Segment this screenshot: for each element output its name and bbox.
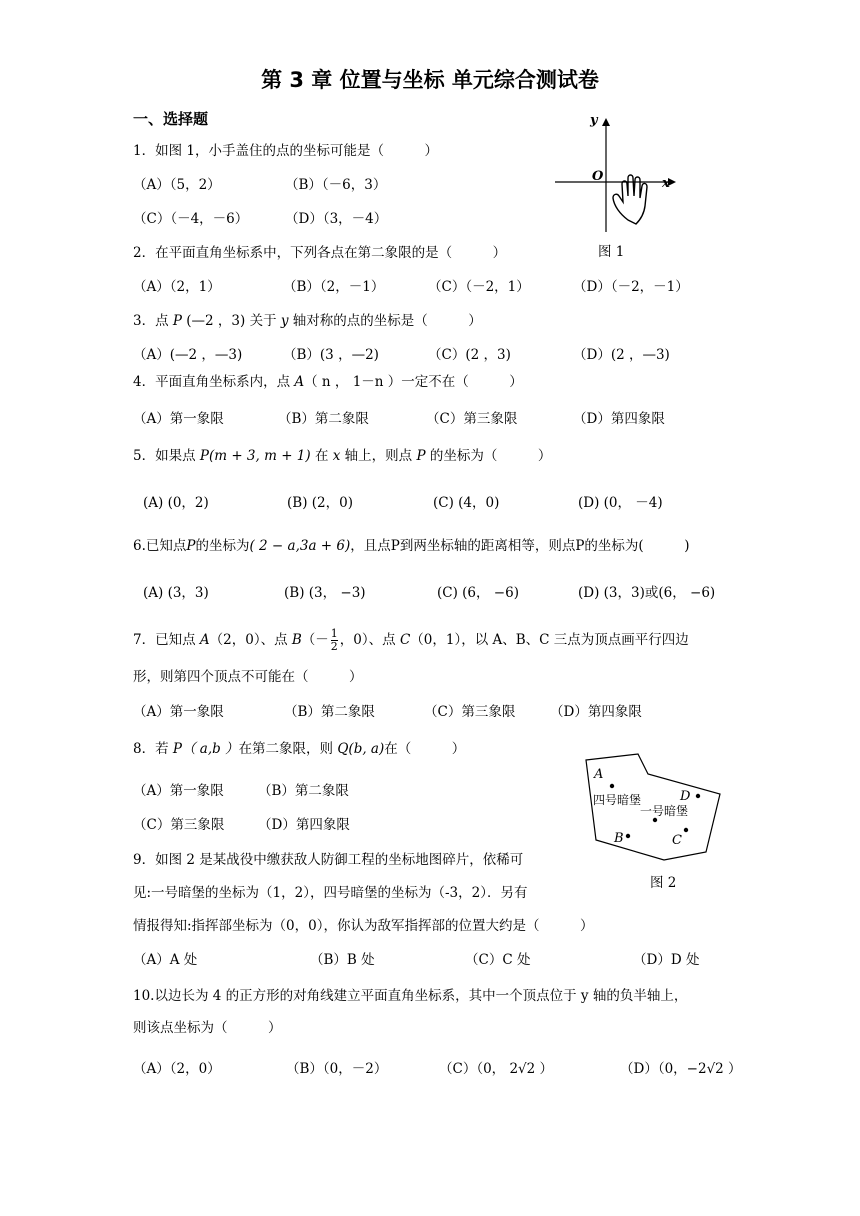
figure-2 xyxy=(578,748,728,863)
q1-option-d: （D）（3，－4） xyxy=(285,211,388,227)
q4-option-c: （C）第三象限 xyxy=(426,411,518,427)
q6-option-c: (C) (6， −6) xyxy=(437,585,519,601)
fig2-label-a: A xyxy=(594,767,604,782)
q4-option-a: （A）第一象限 xyxy=(133,411,224,427)
q8-stem: 8．若 P（ a,b ）在第二象限，则 Q(b, a)在（ ） xyxy=(133,741,466,757)
fig1-y-label: y xyxy=(590,113,598,128)
q9-option-c: （C）C 处 xyxy=(465,952,531,968)
q7-option-d: （D）第四象限 xyxy=(550,704,642,720)
page-title: 第 3 章 位置与坐标 单元综合测试卷 xyxy=(261,68,599,92)
q7-option-c: （C）第三象限 xyxy=(424,704,516,720)
q3-stem: 3．点 P (—2 ，3) 关于 y 轴对称的点的坐标是（ ） xyxy=(133,313,482,329)
fig2-bunker-4: 四号暗堡 xyxy=(593,793,642,807)
fig1-origin: O xyxy=(592,169,604,184)
q10-option-d: （D）（0，−2√2 ） xyxy=(620,1061,742,1077)
q6-option-b: (B) (3， −3) xyxy=(284,585,366,601)
q9-stem-line2: 见:一号暗堡的坐标为（1，2），四号暗堡的坐标为（-3，2）．另有 xyxy=(133,885,528,901)
fraction-half: $\frac{1}{2}$ xyxy=(330,627,338,653)
q10-option-b: （B）（0，－2） xyxy=(286,1061,388,1077)
q4-option-d: （D）第四象限 xyxy=(573,411,665,427)
q4-stem: 4．平面直角坐标系内，点 A（ n ， 1－n ）一定不在（ ） xyxy=(133,374,523,390)
q8-option-b: （B）第二象限 xyxy=(258,783,349,799)
q8-option-c: （C）第三象限 xyxy=(133,817,225,833)
q5-option-b: (B) (2，0) xyxy=(287,495,353,511)
q7-stem-line2: 形，则第四个顶点不可能在（ ） xyxy=(133,669,363,685)
q7-option-a: （A）第一象限 xyxy=(133,704,224,720)
q8-option-a: （A）第一象限 xyxy=(133,783,224,799)
q5-option-d: (D) (0， －4) xyxy=(578,495,663,511)
fig2-label-d: D xyxy=(680,789,691,804)
figure-1 xyxy=(550,110,680,240)
q3-option-c: （C）(2 ，3) xyxy=(428,347,511,363)
fig2-bunker-1: 一号暗堡 xyxy=(640,804,689,818)
q2-option-c: （C）（－2，1） xyxy=(428,279,530,295)
q4-option-b: （B）第二象限 xyxy=(278,411,369,427)
q5-stem: 5．如果点 P(m + 3, m + 1) 在 x 轴上，则点 P 的坐标为（ ） xyxy=(133,448,552,464)
q1-stem: 1．如图 1，小手盖住的点的坐标可能是（ ） xyxy=(133,143,438,159)
section-heading: 一、选择题 xyxy=(133,110,209,128)
q5-option-a: (A) (0，2) xyxy=(143,495,209,511)
q9-option-d: （D）D 处 xyxy=(633,952,700,968)
q8-option-d: （D）第四象限 xyxy=(258,817,350,833)
q7-option-b: （B）第二象限 xyxy=(284,704,375,720)
q3-option-a: （A）(—2 ，—3) xyxy=(133,347,243,363)
q9-stem-line1: 9．如图 2 是某战役中缴获敌人防御工程的坐标地图碎片，依稀可 xyxy=(133,852,524,868)
q6-option-d: (D) (3，3)或(6， −6) xyxy=(578,585,716,601)
q1-option-a: （A）（5，2） xyxy=(133,177,221,193)
q9-option-b: （B）B 处 xyxy=(310,952,375,968)
q6-option-a: (A) (3，3) xyxy=(143,585,209,601)
fig2-label-c: C xyxy=(672,833,682,848)
q3-option-b: （B）(3 ，—2) xyxy=(283,347,379,363)
q1-option-b: （B）（－6，3） xyxy=(285,177,387,193)
q2-stem: 2．在平面直角坐标系中，下列各点在第二象限的是（ ） xyxy=(133,245,507,261)
fig1-caption: 图 1 xyxy=(598,244,625,260)
fig2-label-b: B xyxy=(614,831,624,846)
q2-option-a: （A）（2，1） xyxy=(133,279,221,295)
q10-stem-line2: 则该点坐标为（ ） xyxy=(133,1020,282,1036)
q2-option-d: （D）（－2，－1） xyxy=(573,279,689,295)
q1-option-c: （C）（－4，－6） xyxy=(133,211,249,227)
q9-stem-line3: 情报得知:指挥部坐标为（0，0），你认为敌军指挥部的位置大约是（ ） xyxy=(133,918,594,934)
q6-stem: 6.已知点P的坐标为( 2 − a,3a + 6)，且点P到两坐标轴的距离相等，则点P的坐标为( ) xyxy=(133,538,690,554)
q9-option-a: （A）A 处 xyxy=(133,952,198,968)
q5-option-c: (C) (4，0) xyxy=(433,495,500,511)
q7-stem: 7．已知点 A（2，0）、点 B（－ $\frac{1}{2}$ ，0）、点 C（0，1），以 A、B、C 三点为顶点画平行四边 xyxy=(133,627,689,653)
q3-option-d: （D）(2 ，—3) xyxy=(573,347,670,363)
q10-option-c: （C）（0， 2√2 ） xyxy=(439,1061,554,1077)
q10-stem-line1: 10.以边长为 4 的正方形的对角线建立平面直角坐标系，其中一个顶点位于 y 轴的负半轴上， xyxy=(133,988,688,1004)
q10-option-a: （A）（2，0） xyxy=(133,1061,221,1077)
fig2-caption: 图 2 xyxy=(650,875,677,891)
q2-option-b: （B）（2，－1） xyxy=(283,279,385,295)
fig1-x-label: x xyxy=(662,176,670,191)
